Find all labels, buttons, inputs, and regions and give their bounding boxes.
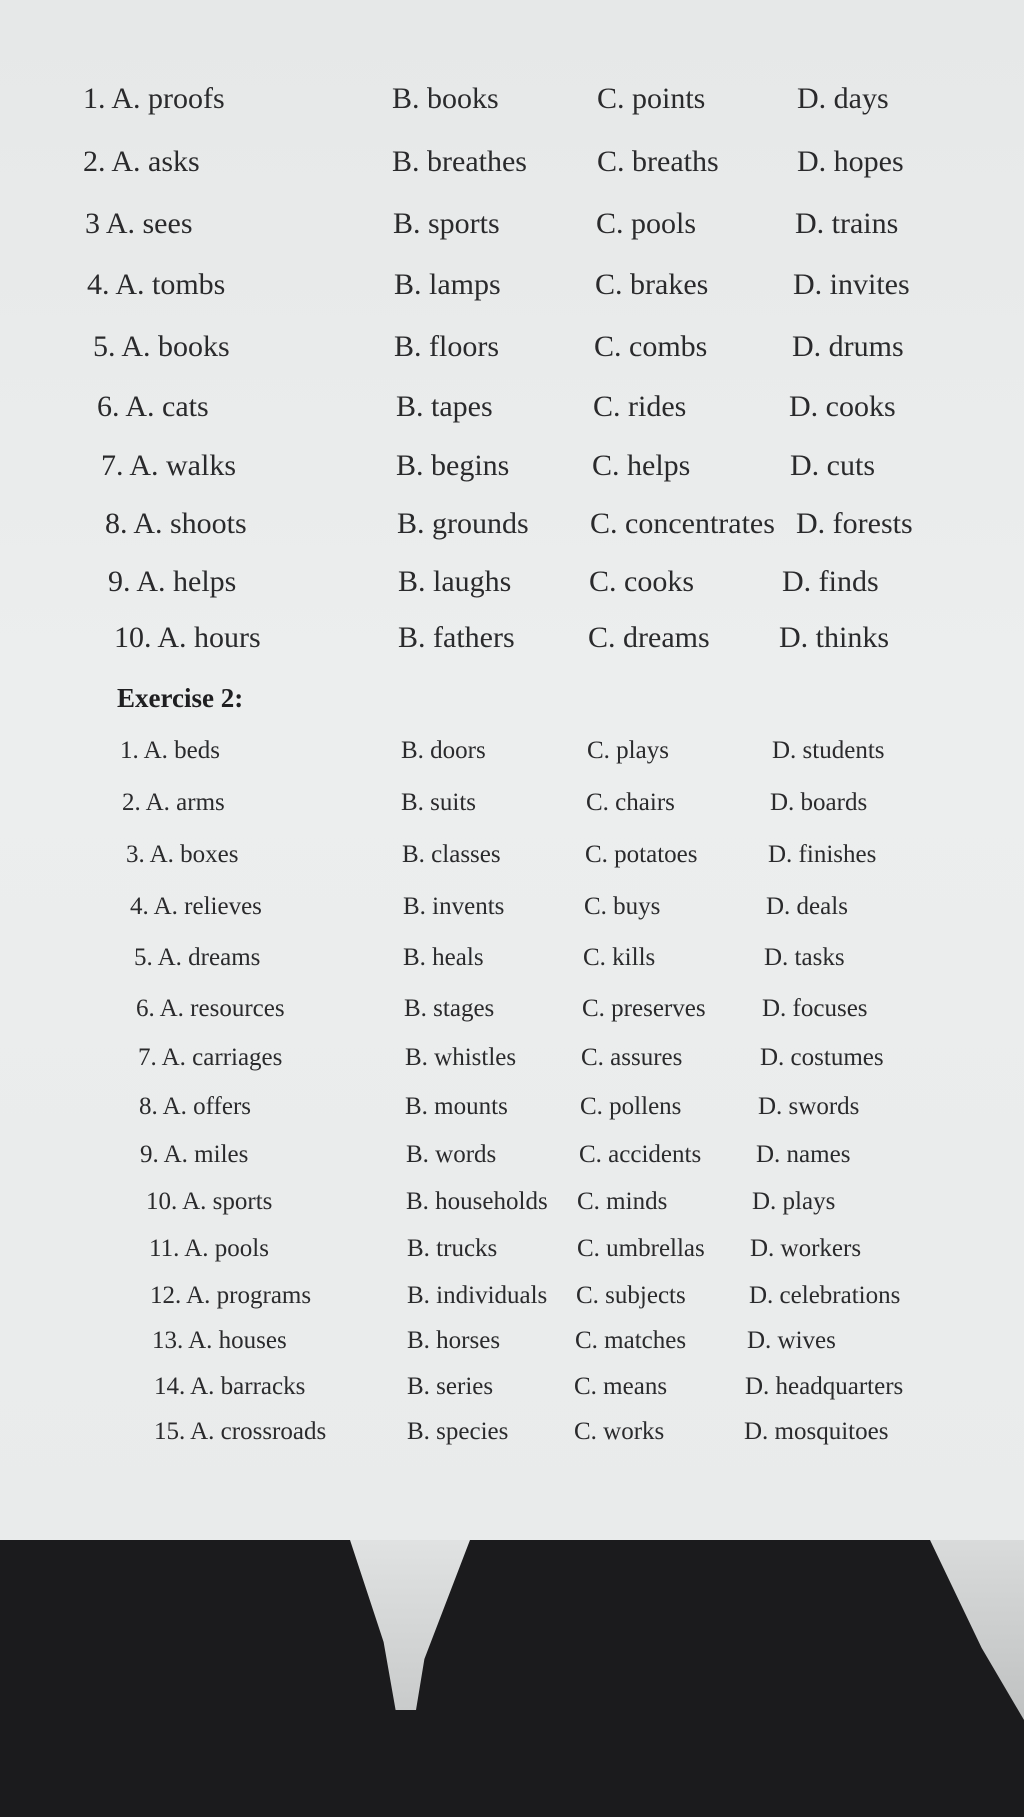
option-b: B. households: [406, 1188, 548, 1215]
option-a: 9. A. miles: [140, 1141, 249, 1168]
option-b: B. individuals: [407, 1282, 548, 1309]
option-a: 9. A. helps: [108, 565, 237, 598]
question-row: [0, 1418, 1024, 1468]
option-c: C. concentrates: [590, 507, 775, 540]
option-b: B. series: [407, 1373, 494, 1400]
option-c: C. brakes: [595, 268, 709, 301]
option-a: 8. A. offers: [139, 1093, 252, 1120]
option-c: C. chairs: [586, 789, 675, 816]
option-c: C. assures: [581, 1044, 683, 1071]
question-row: [0, 390, 1024, 440]
option-c: C. breaths: [597, 145, 719, 178]
option-d: D. mosquitoes: [744, 1418, 889, 1445]
option-b: B. books: [392, 82, 499, 115]
option-b: B. begins: [396, 449, 510, 482]
option-d: D. hopes: [797, 145, 904, 178]
option-b: B. tapes: [396, 390, 493, 423]
question-row: [0, 995, 1024, 1045]
option-d: D. boards: [770, 789, 868, 816]
option-b: B. fathers: [398, 621, 515, 654]
option-c: C. plays: [587, 737, 669, 764]
option-c: C. potatoes: [585, 841, 698, 868]
option-d: D. trains: [795, 207, 899, 240]
option-c: C. matches: [575, 1327, 687, 1354]
paper-fold: [350, 1540, 470, 1710]
option-d: D. deals: [766, 893, 848, 920]
option-b: B. words: [406, 1141, 497, 1168]
option-b: B. lamps: [394, 268, 501, 301]
option-c: C. dreams: [588, 621, 710, 654]
option-c: C. combs: [594, 330, 708, 363]
paper-corner: [930, 1540, 1024, 1720]
question-row: [0, 268, 1024, 318]
option-a: 1. A. proofs: [83, 82, 225, 115]
option-d: D. cooks: [789, 390, 896, 423]
option-d: D. drums: [792, 330, 904, 363]
option-b: B. suits: [401, 789, 477, 816]
option-a: 10. A. hours: [114, 621, 261, 654]
option-b: B. trucks: [407, 1235, 498, 1262]
option-b: B. species: [407, 1418, 509, 1445]
option-d: D. tasks: [764, 944, 845, 971]
option-c: C. pollens: [580, 1093, 682, 1120]
option-d: D. finds: [782, 565, 879, 598]
option-a: 2. A. asks: [83, 145, 200, 178]
option-b: B. sports: [393, 207, 500, 240]
question-row: [0, 1235, 1024, 1285]
option-c: C. cooks: [589, 565, 694, 598]
option-d: D. wives: [747, 1327, 836, 1354]
option-c: C. subjects: [576, 1282, 686, 1309]
option-c: C. helps: [592, 449, 691, 482]
option-d: D. focuses: [762, 995, 868, 1022]
option-c: C. umbrellas: [577, 1235, 705, 1262]
option-a: 7. A. walks: [101, 449, 236, 482]
option-b: B. laughs: [398, 565, 512, 598]
option-c: C. means: [574, 1373, 668, 1400]
question-row: [0, 1093, 1024, 1143]
option-a: 5. A. dreams: [134, 944, 261, 971]
question-row: [0, 1141, 1024, 1191]
question-row: [0, 1188, 1024, 1238]
option-a: 12. A. programs: [150, 1282, 312, 1309]
option-a: 10. A. sports: [146, 1188, 273, 1215]
question-row: [0, 893, 1024, 943]
option-b: B. floors: [394, 330, 499, 363]
question-row: [0, 1373, 1024, 1423]
question-row: [0, 207, 1024, 257]
option-d: D. cuts: [790, 449, 875, 482]
question-row: [0, 1044, 1024, 1094]
option-d: D. costumes: [760, 1044, 884, 1071]
option-d: D. celebrations: [749, 1282, 901, 1309]
question-row: [0, 944, 1024, 994]
option-d: D. invites: [793, 268, 910, 301]
question-row: [0, 449, 1024, 499]
option-b: B. classes: [402, 841, 501, 868]
option-b: B. stages: [404, 995, 495, 1022]
option-b: B. horses: [407, 1327, 501, 1354]
option-b: B. whistles: [405, 1044, 517, 1071]
option-a: 11. A. pools: [149, 1235, 269, 1262]
question-row: [0, 330, 1024, 380]
option-d: D. workers: [750, 1235, 862, 1262]
option-d: D. days: [797, 82, 889, 115]
question-row: [0, 841, 1024, 891]
option-a: 15. A. crossroads: [154, 1418, 327, 1445]
question-row: [0, 1282, 1024, 1332]
option-a: 6. A. resources: [136, 995, 285, 1022]
option-a: 6. A. cats: [97, 390, 209, 423]
option-b: B. mounts: [405, 1093, 508, 1120]
option-d: D. finishes: [768, 841, 877, 868]
question-row: [0, 507, 1024, 557]
question-row: [0, 82, 1024, 132]
option-d: D. forests: [796, 507, 913, 540]
question-row: [0, 789, 1024, 839]
question-row: [0, 737, 1024, 787]
option-c: C. points: [597, 82, 706, 115]
option-d: D. thinks: [779, 621, 890, 654]
option-a: 2. A. arms: [122, 789, 225, 816]
option-b: B. grounds: [397, 507, 529, 540]
option-b: B. heals: [403, 944, 484, 971]
option-d: D. plays: [752, 1188, 836, 1215]
option-a: 4. A. relieves: [130, 893, 262, 920]
option-d: D. headquarters: [745, 1373, 904, 1400]
option-c: C. minds: [577, 1188, 668, 1215]
option-a: 4. A. tombs: [87, 268, 226, 301]
option-a: 8. A. shoots: [105, 507, 247, 540]
option-d: D. swords: [758, 1093, 860, 1120]
option-d: D. names: [756, 1141, 851, 1168]
option-a: 14. A. barracks: [154, 1373, 306, 1400]
option-c: C. works: [574, 1418, 665, 1445]
option-c: C. pools: [596, 207, 697, 240]
option-a: 3 A. sees: [85, 207, 193, 240]
question-row: [0, 621, 1024, 671]
option-c: C. preserves: [582, 995, 706, 1022]
option-a: 7. A. carriages: [138, 1044, 283, 1071]
option-a: 13. A. houses: [152, 1327, 287, 1354]
option-a: 5. A. books: [93, 330, 230, 363]
option-c: C. rides: [593, 390, 687, 423]
question-row: [0, 565, 1024, 615]
option-a: 3. A. boxes: [126, 841, 239, 868]
option-b: B. doors: [401, 737, 486, 764]
option-c: C. accidents: [579, 1141, 702, 1168]
option-c: C. buys: [584, 893, 661, 920]
option-c: C. kills: [583, 944, 656, 971]
exercise-2-heading: Exercise 2:: [117, 683, 244, 713]
question-row: [0, 1327, 1024, 1377]
option-b: B. breathes: [392, 145, 527, 178]
question-row: [0, 145, 1024, 195]
option-a: 1. A. beds: [120, 737, 220, 764]
option-d: D. students: [772, 737, 885, 764]
option-b: B. invents: [403, 893, 505, 920]
